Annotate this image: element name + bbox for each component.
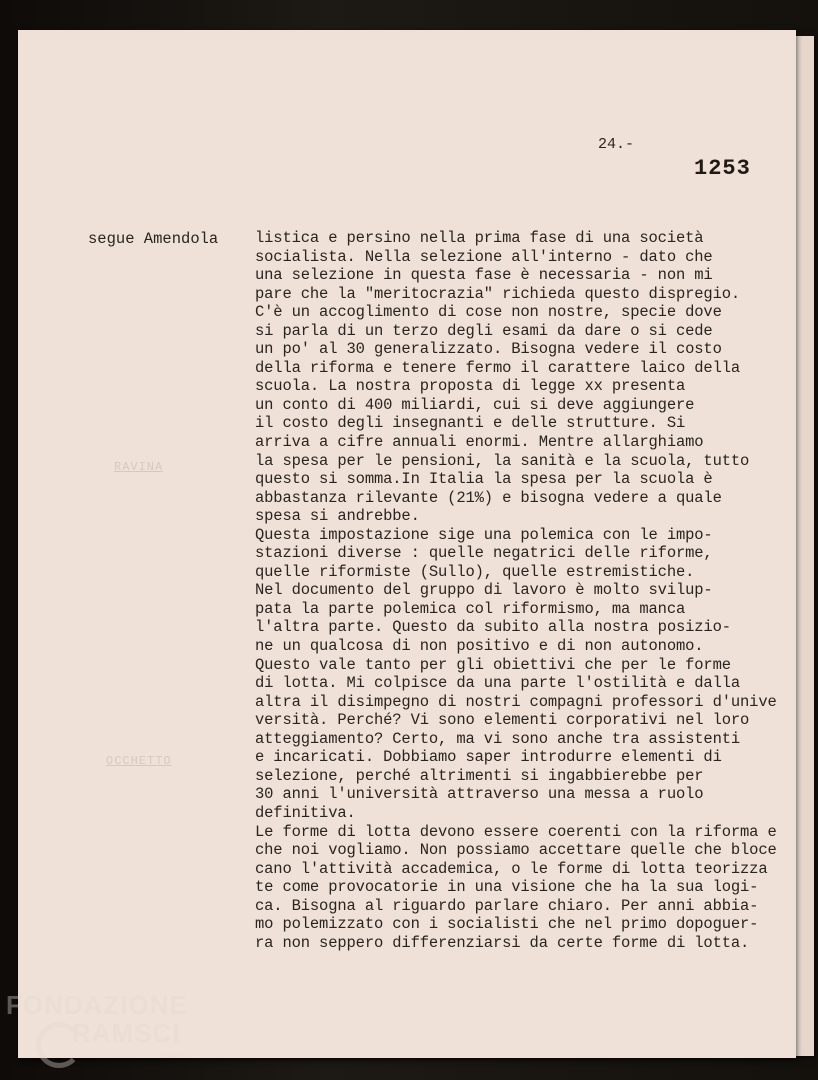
text-line: di lotta. Mi colpisce da una parte l'ostilità e dalla xyxy=(255,674,741,693)
text-line: cano l'attività accademica, o le forme di lotta teorizza xyxy=(255,859,768,878)
text-line: stazioni diverse : quelle negatrici delle riforme, xyxy=(255,544,713,563)
text-line: socialista. Nella selezione all'interno - dato che xyxy=(255,247,713,266)
text-line: il costo degli insegnanti e delle strutture. Si xyxy=(255,414,686,433)
text-line: Questo vale tanto per gli obiettivi che per le forme xyxy=(255,655,731,674)
text-line: spesa si andrebbe. xyxy=(255,507,420,526)
text-line: e incaricati. Dobbiamo saper introdurre elementi di xyxy=(255,748,722,767)
watermark-line1: FONDAZIONE xyxy=(6,990,188,1020)
text-line: quelle riformiste (Sullo), quelle estremistiche. xyxy=(255,562,695,581)
document-page xyxy=(18,30,796,1058)
body-text xyxy=(255,229,795,952)
watermark-onlus: onlus xyxy=(160,1050,182,1060)
text-line: definitiva. xyxy=(255,803,356,822)
text-line: Nel documento del gruppo di lavoro è molto svilup- xyxy=(255,581,713,600)
fondazione-gramsci-watermark xyxy=(2,988,212,1078)
ghost-name-ravina: RAVINA xyxy=(114,460,164,474)
text-line: scuola. La nostra proposta di legge xx presenta xyxy=(255,377,686,396)
text-line: un conto di 400 miliardi, cui si deve aggiungere xyxy=(255,395,695,414)
text-line: si parla di un terzo degli esami da dare o si cede xyxy=(255,321,713,340)
text-line: Le forme di lotta devono essere coerenti con la riforma e xyxy=(255,822,777,841)
text-line: ca. Bisogna al riguardo parlare chiaro. Per anni abbia- xyxy=(255,896,759,915)
text-line: listica e persino nella prima fase di una società xyxy=(255,229,704,247)
text-line: un po' al 30 generalizzato. Bisogna vedere il costo xyxy=(255,340,722,359)
text-line: mo polemizzato con i socialisti che nel primo dopoguer- xyxy=(255,915,759,934)
text-line: selezione, perché altrimenti si ingabbierebbe per xyxy=(255,766,704,785)
ghost-name-occhetto: OCCHETTO xyxy=(106,754,172,768)
page-number: 24.- xyxy=(598,136,635,153)
text-line: Questa impostazione sige una polemica con le impo- xyxy=(255,525,713,544)
text-line: arriva a cifre annuali enormi. Mentre allarghiamo xyxy=(255,433,704,452)
text-line: questo si somma.In Italia la spesa per la scuola è xyxy=(255,470,713,489)
archive-number: 1253 xyxy=(694,156,751,181)
text-line: versità. Perché? Vi sono elementi corporativi nel loro xyxy=(255,711,750,730)
text-line: C'è un accoglimento di cose non nostre, specie dove xyxy=(255,303,722,322)
watermark-line2: RAMSCI xyxy=(72,1018,181,1048)
text-line: te come provocatorie in una visione che ha la sua logi- xyxy=(255,878,759,897)
text-line: della riforma e tenere fermo il carattere laico della xyxy=(255,358,741,377)
speaker-label: segue Amendola xyxy=(88,230,219,248)
text-line: ne un qualcosa di non positivo e di non autonomo. xyxy=(255,637,704,656)
text-line: ra non seppero differenziarsi da certe forme di lotta. xyxy=(255,933,750,952)
text-line: che noi vogliamo. Non possiamo accettare quelle che bloce xyxy=(255,841,777,860)
text-line: abbastanza rilevante (21%) e bisogna vedere a quale xyxy=(255,488,722,507)
text-line: pata la parte polemica col riformismo, ma manca xyxy=(255,599,686,618)
text-line: atteggiamento? Certo, ma vi sono anche tra assistenti xyxy=(255,729,741,748)
text-line: la spesa per le pensioni, la sanità e la scuola, tutto xyxy=(255,451,750,470)
text-line: 30 anni l'università attraverso una messa a ruolo xyxy=(255,785,704,804)
text-line: una selezione in questa fase è necessaria - non mi xyxy=(255,266,713,285)
text-line: l'altra parte. Questo da subito alla nostra posizio- xyxy=(255,618,731,637)
text-line: pare che la "meritocrazia" richieda questo dispregio. xyxy=(255,284,741,303)
text-line: altra il disimpegno di nostri compagni professori d'unive xyxy=(255,692,777,711)
